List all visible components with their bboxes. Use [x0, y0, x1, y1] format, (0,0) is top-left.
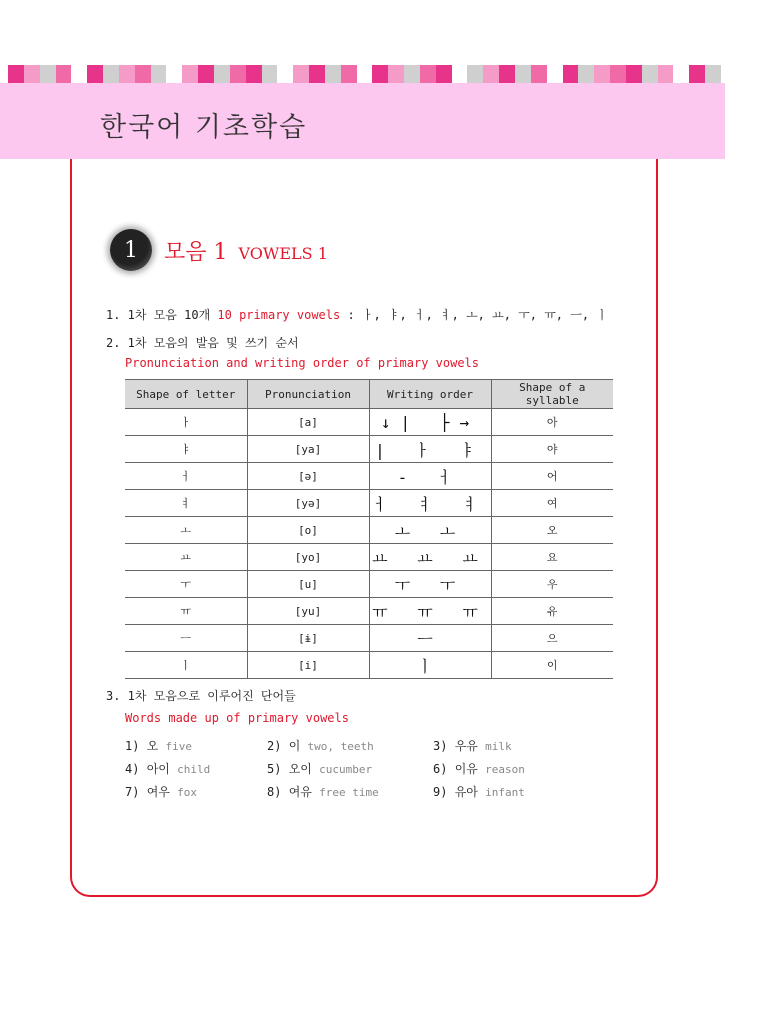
- table-row: [125, 544, 613, 571]
- col-header-pronunciation: Pronunciation: [247, 380, 369, 409]
- stripe-segment: [563, 65, 579, 83]
- stripe-segment: [277, 65, 293, 83]
- word-ko: 유아: [454, 785, 478, 799]
- stripe-segment: [230, 65, 246, 83]
- cell-pronunciation: [ya]: [247, 436, 369, 463]
- item3-label: 3. 1차 모음으로 이루어진 단어들: [106, 689, 296, 703]
- table-header-row: [125, 380, 613, 409]
- word-en: milk: [485, 740, 512, 753]
- stripe-segment: [135, 65, 151, 83]
- cell-pronunciation: [ə]: [247, 463, 369, 490]
- stripe-segment: [103, 65, 119, 83]
- cell-writing-order: ㅣ: [369, 652, 491, 679]
- stripe-segment: [452, 65, 468, 83]
- stripe-segment: [341, 65, 357, 83]
- list-item: [267, 737, 433, 754]
- stripe-segment: [436, 65, 452, 83]
- table-row: [125, 463, 613, 490]
- list-item: [125, 783, 267, 800]
- stripe-segment: [578, 65, 594, 83]
- table-row: [125, 409, 613, 436]
- stripe-segment: [87, 65, 103, 83]
- cell-writing-order: ㅠ ㅠ ㅠ: [369, 598, 491, 625]
- stripe-segment: [372, 65, 388, 83]
- stripe-segment: [56, 65, 72, 83]
- table-row: [125, 436, 613, 463]
- cell-pronunciation: [o]: [247, 517, 369, 544]
- stripe-segment: [594, 65, 610, 83]
- list-item: [125, 737, 267, 754]
- cell-pronunciation: [u]: [247, 571, 369, 598]
- table-row: [125, 490, 613, 517]
- stripe-segment: [626, 65, 642, 83]
- word-en: fox: [177, 786, 197, 799]
- col-header-syllable: Shape of a syllable: [491, 380, 613, 409]
- stripe-segment: [40, 65, 56, 83]
- vowel-table: [125, 379, 613, 679]
- stripe-segment: [483, 65, 499, 83]
- cell-letter: ㅗ: [125, 517, 247, 544]
- section-title: [164, 235, 328, 266]
- list-item: [433, 737, 553, 754]
- cell-writing-order: - ㅓ: [369, 463, 491, 490]
- word-number: 2): [267, 739, 282, 753]
- item3-english: Words made up of primary vowels: [125, 711, 349, 725]
- table-row: [125, 598, 613, 625]
- header-banner: [0, 83, 725, 159]
- section-heading: [110, 228, 328, 272]
- cell-syllable: 아: [491, 409, 613, 436]
- stripe-segment: [166, 65, 182, 83]
- cell-writing-order: ㅓ ㅕ ㅕ: [369, 490, 491, 517]
- cell-syllable: 유: [491, 598, 613, 625]
- stripe-segment: [182, 65, 198, 83]
- table-row: [125, 571, 613, 598]
- word-en: reason: [485, 763, 525, 776]
- cell-pronunciation: [ɨ]: [247, 625, 369, 652]
- cell-letter: ㅏ: [125, 409, 247, 436]
- stripe-segment: [705, 65, 721, 83]
- stripe-segment: [547, 65, 563, 83]
- cell-letter: ㅡ: [125, 625, 247, 652]
- word-en: infant: [485, 786, 525, 799]
- stripe-segment: [673, 65, 689, 83]
- stripe-segment: [388, 65, 404, 83]
- list-item: [267, 760, 433, 777]
- cell-writing-order: ㅡ: [369, 625, 491, 652]
- stripe-segment: [293, 65, 309, 83]
- cell-writing-order: ㅛ ㅛ ㅛ: [369, 544, 491, 571]
- stripe-segment: [325, 65, 341, 83]
- cell-syllable: 으: [491, 625, 613, 652]
- table-row: [125, 652, 613, 679]
- cell-writing-order: ㅗ ㅗ: [369, 517, 491, 544]
- table-row: [125, 625, 613, 652]
- item1-english: 10 primary vowels: [217, 308, 341, 322]
- word-list: [125, 737, 545, 800]
- cell-writing-order: ㅜ ㅜ: [369, 571, 491, 598]
- word-number: 1): [125, 739, 140, 753]
- word-number: 6): [433, 762, 448, 776]
- word-ko: 이유: [454, 762, 478, 776]
- item1-label: 1. 1차 모음 10개: [106, 308, 211, 322]
- col-header-writing-order: Writing order: [369, 380, 491, 409]
- stripe-segment: [262, 65, 278, 83]
- cell-letter: ㅑ: [125, 436, 247, 463]
- word-number: 4): [125, 762, 140, 776]
- item1-line: [106, 306, 608, 323]
- cell-letter: ㅣ: [125, 652, 247, 679]
- word-number: 3): [433, 739, 448, 753]
- word-number: 7): [125, 785, 140, 799]
- decorative-stripe: [8, 65, 721, 83]
- cell-pronunciation: [yə]: [247, 490, 369, 517]
- stripe-segment: [642, 65, 658, 83]
- word-ko: 우유: [454, 739, 478, 753]
- cell-letter: ㅛ: [125, 544, 247, 571]
- stripe-segment: [658, 65, 674, 83]
- cell-letter: ㅕ: [125, 490, 247, 517]
- item2-label: 2. 1차 모음의 발음 및 쓰기 순서: [106, 336, 299, 350]
- stripe-segment: [404, 65, 420, 83]
- stripe-segment: [71, 65, 87, 83]
- cell-pronunciation: [a]: [247, 409, 369, 436]
- stripe-segment: [8, 65, 24, 83]
- word-number: 8): [267, 785, 282, 799]
- word-en: free time: [319, 786, 379, 799]
- table-row: [125, 517, 613, 544]
- stripe-segment: [499, 65, 515, 83]
- stripe-segment: [246, 65, 262, 83]
- cell-syllable: 오: [491, 517, 613, 544]
- cell-pronunciation: [yo]: [247, 544, 369, 571]
- stripe-segment: [214, 65, 230, 83]
- word-ko: 이: [288, 739, 301, 753]
- word-number: 9): [433, 785, 448, 799]
- stripe-segment: [24, 65, 40, 83]
- stripe-segment: [198, 65, 214, 83]
- cell-letter: ㅠ: [125, 598, 247, 625]
- stripe-segment: [467, 65, 483, 83]
- word-ko: 여우: [146, 785, 170, 799]
- item1-vowel-list: : ㅏ, ㅑ, ㅓ, ㅕ, ㅗ, ㅛ, ㅜ, ㅠ, ㅡ, ㅣ: [347, 308, 608, 322]
- section-title-ko: 모음 1: [164, 239, 228, 265]
- stripe-segment: [531, 65, 547, 83]
- col-header-shape: Shape of letter: [125, 380, 247, 409]
- cell-pronunciation: [yu]: [247, 598, 369, 625]
- cell-letter: ㅜ: [125, 571, 247, 598]
- cell-syllable: 이: [491, 652, 613, 679]
- list-item: [267, 783, 433, 800]
- cell-letter: ㅓ: [125, 463, 247, 490]
- stripe-segment: [309, 65, 325, 83]
- section-number-badge: 1: [110, 229, 152, 271]
- word-en: cucumber: [319, 763, 373, 776]
- cell-syllable: 야: [491, 436, 613, 463]
- cell-syllable: 어: [491, 463, 613, 490]
- word-en: child: [177, 763, 211, 776]
- section-title-en: VOWELS 1: [238, 243, 328, 263]
- word-ko: 아이: [146, 762, 170, 776]
- word-en: two, teeth: [307, 740, 374, 753]
- stripe-segment: [689, 65, 705, 83]
- word-ko: 오: [146, 739, 159, 753]
- stripe-segment: [119, 65, 135, 83]
- list-item: [433, 783, 553, 800]
- item2-english: Pronunciation and writing order of primary vowels: [125, 356, 480, 370]
- stripe-segment: [610, 65, 626, 83]
- cell-syllable: 우: [491, 571, 613, 598]
- stripe-segment: [420, 65, 436, 83]
- stripe-segment: [151, 65, 167, 83]
- cell-pronunciation: [i]: [247, 652, 369, 679]
- cell-syllable: 요: [491, 544, 613, 571]
- list-item: [125, 760, 267, 777]
- cell-writing-order: ↓| ├→: [369, 409, 491, 436]
- cell-syllable: 여: [491, 490, 613, 517]
- stripe-segment: [357, 65, 373, 83]
- word-ko: 여유: [288, 785, 312, 799]
- word-number: 5): [267, 762, 282, 776]
- cell-writing-order: | ㅏ ㅑ: [369, 436, 491, 463]
- word-en: five: [165, 740, 193, 753]
- stripe-segment: [515, 65, 531, 83]
- list-item: [433, 760, 553, 777]
- word-ko: 오이: [288, 762, 312, 776]
- page-title: 한국어 기초학습: [100, 112, 308, 143]
